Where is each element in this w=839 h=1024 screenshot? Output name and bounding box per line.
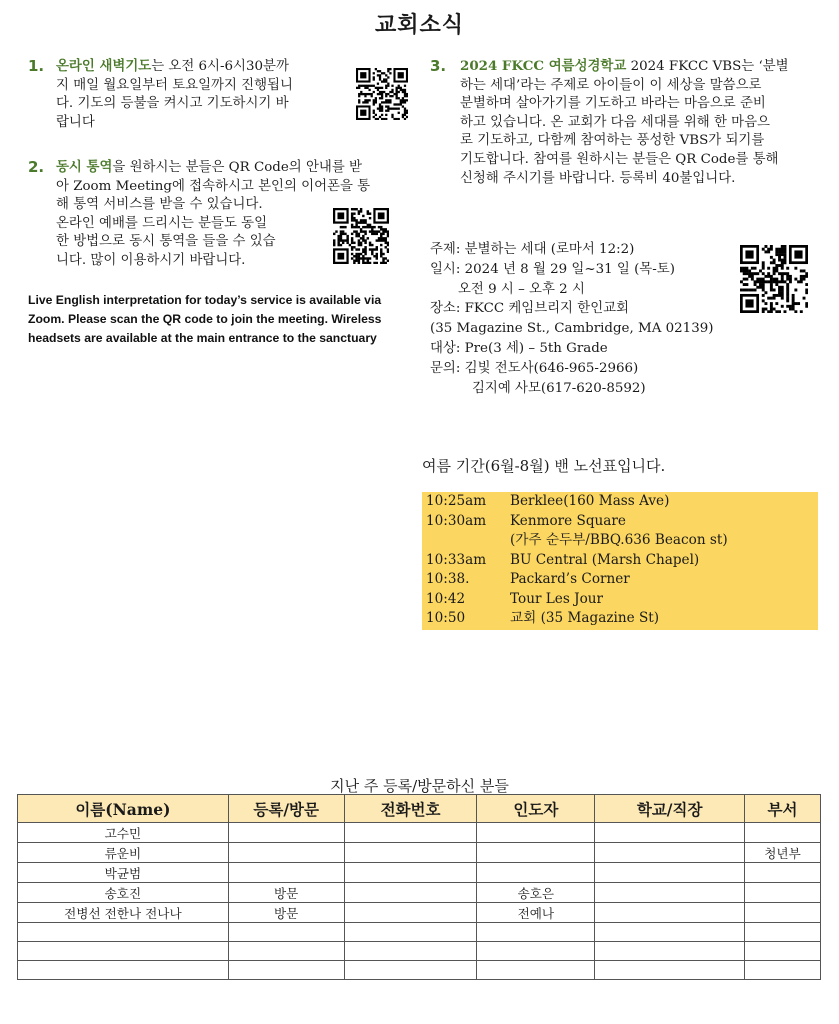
table-cell: 고수민 — [18, 823, 229, 843]
english-interpretation-note: Live English interpretation for today’s service is available via Zoom. Please scan the QR code to join the meeting. Wireless headsets are available at the main entrance to the sanctuary — [28, 293, 382, 345]
table-cell — [595, 823, 745, 843]
table-row — [18, 843, 821, 863]
item-number: 2. — [28, 158, 45, 176]
table-cell — [477, 942, 595, 961]
table-cell — [228, 863, 344, 883]
table-row — [18, 923, 821, 942]
bus-stop-time: 10:33am — [426, 551, 487, 568]
table-cell — [344, 883, 477, 903]
table-cell — [344, 923, 477, 942]
table-cell — [228, 942, 344, 961]
qr-code-dawn-prayer[interactable] — [356, 68, 408, 120]
bus-schedule-title: 여름 기간(6월-8월) 밴 노선표입니다. — [422, 457, 666, 475]
bus-stop-place: Berklee(160 Mass Ave) — [510, 493, 670, 509]
table-cell — [595, 863, 745, 883]
registration-table — [17, 794, 821, 980]
table-cell: 방문 — [228, 883, 344, 903]
page-title: 교회소식 — [374, 12, 464, 38]
table-cell — [745, 961, 821, 980]
table-cell — [228, 923, 344, 942]
bus-stop — [422, 570, 818, 590]
table-cell — [745, 863, 821, 883]
table-cell — [595, 843, 745, 863]
table-row — [18, 883, 821, 903]
table-cell — [344, 863, 477, 883]
table-cell — [595, 883, 745, 903]
table-cell — [344, 942, 477, 961]
bus-stop — [422, 531, 818, 551]
table-cell — [477, 961, 595, 980]
table-cell — [745, 923, 821, 942]
table-cell — [745, 903, 821, 923]
table-cell: 류운비 — [18, 843, 229, 863]
table-cell — [18, 942, 229, 961]
table-cell — [344, 823, 477, 843]
table-cell — [18, 961, 229, 980]
vbs-date: 일시: 2024 년 8 월 29 일~31 일 (목-토) — [430, 261, 675, 277]
vbs-contact: 문의: 김빛 전도사(646-965-2966) — [430, 360, 639, 376]
table-row — [18, 942, 821, 961]
column-header: 인도자 — [477, 795, 595, 823]
table-cell: 청년부 — [745, 843, 821, 863]
table-cell — [344, 843, 477, 863]
table-cell — [595, 903, 745, 923]
bus-stop-time: 10:30am — [426, 512, 487, 529]
column-header: 등록/방문 — [228, 795, 344, 823]
qr-code-interpretation[interactable] — [333, 208, 389, 264]
bus-stop-place: BU Central (Marsh Chapel) — [510, 551, 700, 568]
bus-stop — [422, 609, 818, 629]
vbs-info — [430, 240, 760, 398]
table-cell: 방문 — [228, 903, 344, 923]
column-header: 전화번호 — [344, 795, 477, 823]
bus-stop-time — [422, 531, 510, 551]
table-cell — [228, 961, 344, 980]
bus-stop — [422, 492, 818, 512]
bus-stop-place: Kenmore Square — [510, 512, 626, 529]
table-row — [18, 903, 821, 923]
bus-stop — [422, 551, 818, 571]
bus-stop-place: (가주 순두부/BBQ.636 Beacon st) — [510, 532, 728, 548]
table-cell — [745, 942, 821, 961]
table-cell — [228, 823, 344, 843]
bus-stop-time: 10:42 — [426, 590, 466, 607]
vbs-theme: 주제: 분별하는 세대 (로마서 12:2) — [430, 242, 635, 257]
table-cell — [477, 823, 595, 843]
column-header: 부서 — [745, 795, 821, 823]
item-highlight: 2024 FKCC 여름성경학교 — [460, 58, 627, 74]
table-cell — [344, 961, 477, 980]
bus-stop — [422, 512, 818, 532]
registration-caption: 지난 주 등록/방문하신 분들 — [330, 777, 509, 795]
vbs-target: 대상: Pre(3 세) – 5th Grade — [430, 340, 608, 356]
table-cell: 송호진 — [18, 883, 229, 903]
item-highlight: 동시 통역 — [56, 159, 113, 175]
column-header: 학교/직장 — [595, 795, 745, 823]
table-cell: 전예나 — [477, 903, 595, 923]
table-cell — [745, 883, 821, 903]
table-cell — [344, 903, 477, 923]
bus-stop — [422, 590, 818, 610]
table-cell: 박균범 — [18, 863, 229, 883]
table-cell — [477, 843, 595, 863]
bus-stop-place: 교회 (35 Magazine St) — [510, 610, 660, 626]
item-number: 3. — [430, 57, 447, 75]
table-cell — [595, 923, 745, 942]
bus-stop-time: 10:25am — [426, 493, 487, 509]
table-cell — [595, 961, 745, 980]
table-cell: 송호은 — [477, 883, 595, 903]
vbs-address: (35 Magazine St., Cambridge, MA 02139) — [430, 321, 714, 337]
table-cell — [477, 863, 595, 883]
item-highlight: 온라인 새벽기도 — [56, 58, 152, 74]
bus-stop-time: 10:50 — [426, 610, 466, 626]
table-cell — [745, 823, 821, 843]
table-cell — [18, 923, 229, 942]
table-row — [18, 863, 821, 883]
table-cell — [228, 843, 344, 863]
bus-schedule — [422, 492, 818, 630]
item-number: 1. — [28, 57, 45, 75]
table-cell — [595, 942, 745, 961]
table-cell: 전병선 전한나 전나나 — [18, 903, 229, 923]
vbs-contact: 김지예 사모(617-620-8592) — [472, 380, 646, 396]
bus-stop-place: Packard’s Corner — [510, 571, 630, 587]
table-cell — [477, 923, 595, 942]
qr-code-vbs[interactable] — [740, 245, 808, 313]
table-row — [18, 961, 821, 980]
vbs-place: 장소: FKCC 케임브리지 한인교회 — [430, 301, 629, 317]
vbs-time: 오전 9 시 – 오후 2 시 — [458, 281, 585, 297]
bus-stop-place: Tour Les Jour — [510, 590, 604, 607]
bus-stop-time: 10:38. — [426, 571, 470, 587]
column-header: 이름(Name) — [18, 795, 229, 823]
table-row — [18, 823, 821, 843]
